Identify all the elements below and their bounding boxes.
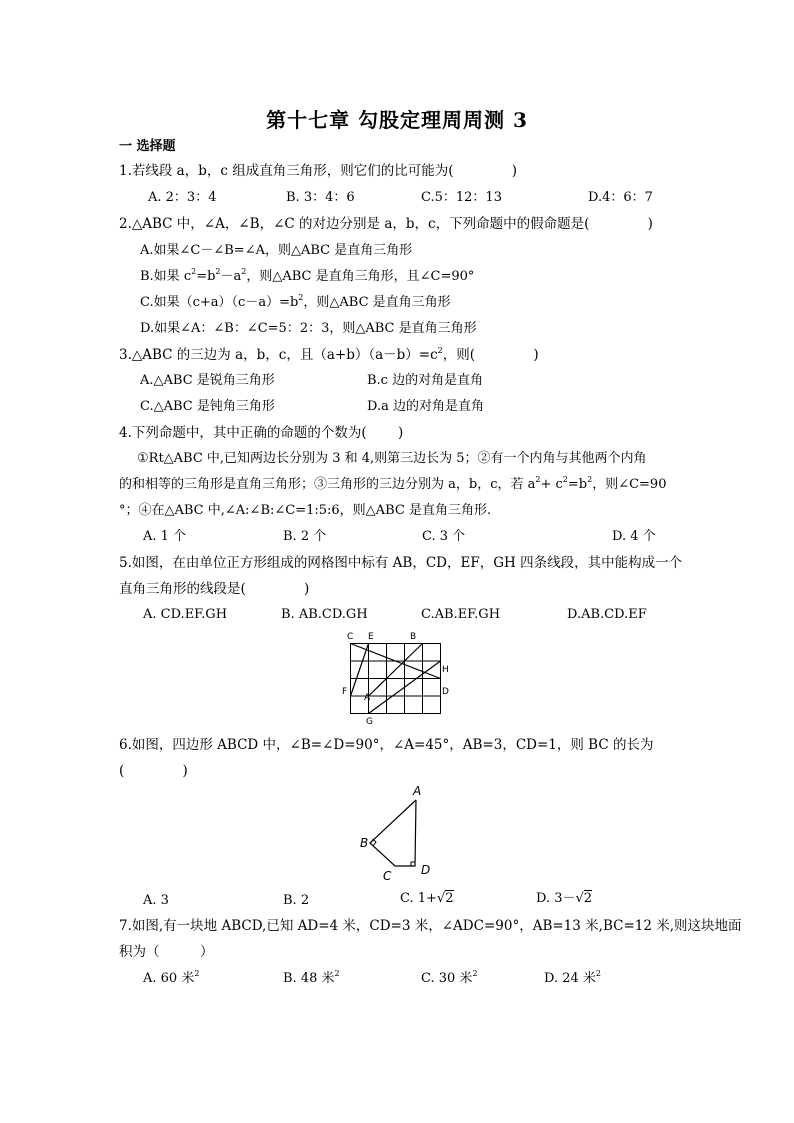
sqrt-symbol: √: [436, 891, 446, 906]
label-h: H: [442, 665, 449, 675]
q1-option-c: C.5：12：13: [421, 190, 502, 205]
label-a: A: [364, 693, 371, 703]
section-heading: 一 选择题: [119, 139, 176, 154]
q5-grid-figure: [340, 628, 454, 726]
q6-option-c: C. 1+√2: [400, 891, 454, 906]
label-b: B: [360, 836, 369, 850]
label-d: D: [442, 687, 449, 697]
label-c: C: [383, 869, 392, 883]
q6-option-a: A. 3: [143, 893, 169, 908]
label-f: F: [342, 687, 348, 697]
label-e: E: [368, 632, 374, 642]
q2-option-a: A.如果∠C－∠B=∠A，则△ABC 是直角三角形: [140, 243, 413, 258]
q5-stem-line2: 直角三角形的线段是( ): [119, 581, 310, 597]
q2-stem: 2.△ABC 中，∠A，∠B，∠C 的对边分别是 a，b，c，下列命题中的假命题是( ): [119, 216, 653, 232]
label-a: A: [413, 784, 422, 798]
sqrt-symbol: √: [575, 891, 584, 906]
q3-option-a: A.△ABC 是锐角三角形: [140, 373, 275, 388]
label-d: D: [421, 863, 431, 877]
label-c: C: [347, 632, 354, 642]
q3-option-c: C.△ABC 是钝角三角形: [140, 399, 275, 414]
q6-option-d: D. 3－√2: [536, 891, 593, 906]
label-b: B: [410, 632, 417, 642]
q6-quadrilateral-figure: [355, 780, 445, 886]
segment-ab: [369, 644, 423, 697]
segment-ef: [351, 644, 369, 697]
q5-option-b: B. AB.CD.GH: [281, 607, 368, 622]
q6-stem-line1: 6.如图，四边形 ABCD 中，∠B=∠D=90°，∠A=45°，AB=3，CD=1，则 BC 的长为: [119, 737, 654, 753]
right-angle-mark-b: [373, 839, 377, 846]
label-g: G: [366, 717, 373, 726]
q5-stem-line1: 5.如图，在由单位正方形组成的网格图中标有 AB，CD，EF，GH 四条线段，其中能构成一个: [119, 555, 683, 571]
grid-lines: [351, 644, 441, 714]
q7-stem-line2: 积为（ ）: [119, 944, 214, 960]
q3-option-b: B.c 边的对角是直角: [367, 373, 484, 388]
q4-stem: 4.下列命题中，其中正确的命题的个数为( ): [119, 425, 404, 441]
q7-option-b: B. 48 米$^2$: [283, 969, 340, 986]
q5-option-a: A. CD.EF.GH: [143, 607, 228, 622]
q4-option-c: C. 3 个: [422, 529, 466, 544]
q7-option-d: D. 24 米$^2$: [544, 969, 601, 986]
q7-option-c: C. 30 米$^2$: [421, 969, 478, 986]
q2-option-b: B.如果 $c^2=b^2-a^2$，则△ABC 是直角三角形，且∠C=90°: [140, 267, 475, 284]
q1-option-a: A. 2：3：4: [148, 190, 217, 205]
q3-stem: 3.△ABC 的三边为 a，b，c，且$(a+b)(a-b)=c^2$，则( ): [119, 346, 539, 363]
q4-option-d: D. 4 个: [612, 529, 656, 544]
q2-option-d: D.如果∠A：∠B：∠C=5：2：3，则△ABC 是直角三角形: [140, 321, 477, 336]
q6-option-b: B. 2: [283, 893, 310, 908]
q6-stem-line2: ( ): [119, 763, 188, 779]
q3-option-d: D.a 边的对角是直角: [367, 399, 484, 414]
q4-statement-line1: ①Rt△ABC 中,已知两边长分别为 3 和 4,则第三边长为 5；②有一个内角与其他两个内角: [137, 451, 647, 466]
q4-statement-line3: °；④在△ABC 中,∠A:∠B:∠C=1:5:6，则△ABC 是直角三角形.: [119, 503, 492, 518]
q1-stem: 1.若线段 a，b，c 组成直角三角形，则它们的比可能为( ): [119, 163, 518, 179]
q4-statement-line2: 的和相等的三角形是直角三角形；③三角形的三边分别为 a，b，c，若 $a^2+ c^2=b^2$，则∠C=90: [119, 475, 667, 492]
q1-option-b: B. 3：4：6: [286, 190, 355, 205]
q7-option-a: A. 60 米$^2$: [143, 969, 200, 986]
q5-option-c: C.AB.EF.GH: [421, 607, 501, 622]
page-title: 第十七章 勾股定理周周测 3: [266, 108, 528, 132]
q2-option-c: C.如果$(c+a)(c-a)=b^2$，则△ABC 是直角三角形: [140, 293, 451, 310]
q5-option-d: D.AB.CD.EF: [567, 607, 647, 622]
q4-option-b: B. 2 个: [283, 529, 327, 544]
q4-option-a: A. 1 个: [143, 529, 187, 544]
quadrilateral-abcd: [370, 800, 416, 866]
q1-option-d: D.4：6：7: [588, 190, 653, 205]
q7-stem-line1: 7.如图,有一块地 ABCD,已知 AD=4 米，CD=3 米，∠ADC=90°，AB=13 米,BC=12 米,则这块地面: [119, 918, 742, 934]
